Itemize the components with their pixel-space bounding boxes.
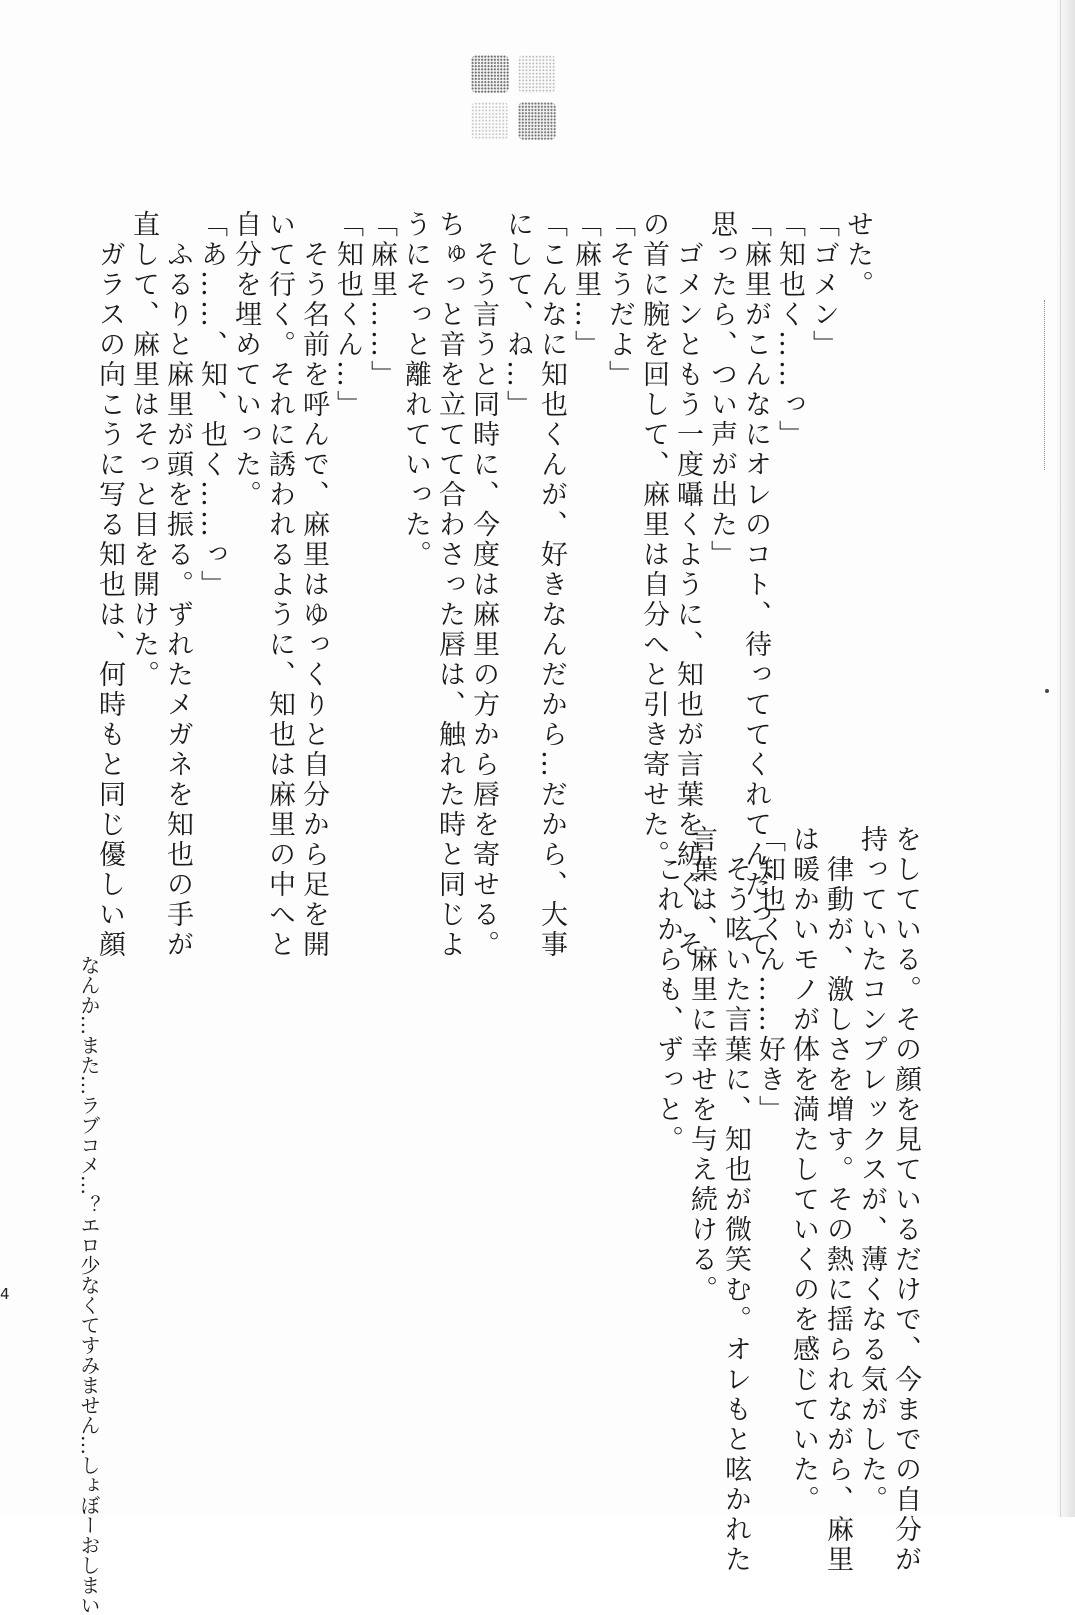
- text-column: うにそっと離れていった。: [400, 210, 431, 570]
- text-column: 自分を埋めていった。: [230, 210, 261, 510]
- text-column: 「麻里……」: [366, 210, 397, 390]
- text-column: 「ゴメン」: [808, 210, 839, 360]
- text-column: ちゅっと音を立てて合わさった唇は、触れた時と同じよ: [434, 210, 465, 960]
- text-column: の首に腕を回して、麻里は自分へと引き寄せた。: [638, 210, 669, 870]
- text-column: いて行く。それに誘われるように、知也は麻里の中へと: [264, 210, 295, 960]
- text-column: にして、ね…」: [502, 210, 533, 420]
- ornament-square-dark: [471, 55, 509, 93]
- four-square-ornament-icon: [471, 55, 557, 141]
- text-column: 「知也くん……好き」: [754, 825, 785, 1125]
- text-column: は暖かいモノが体を満たしていくのを感じていた。: [788, 825, 819, 1515]
- text-column: せた。: [842, 210, 873, 300]
- text-column: 「こんなに知也くんが、好きなんだから…だから、大事: [536, 210, 567, 960]
- text-column: 「そうだよ」: [604, 210, 635, 390]
- text-column: 「麻里がこんなにオレのコト、待っててくれてんだって: [740, 210, 771, 960]
- text-column: そう言うと同時に、今度は麻里の方から唇を寄せる。: [468, 210, 499, 960]
- text-column: 言葉は、麻里に幸せを与え続ける。: [686, 825, 717, 1305]
- binding-edge-shadow: [1053, 0, 1075, 1517]
- text-column: ゴメンともう一度囁くように、知也が言葉を紡ぐ。そ: [672, 210, 703, 960]
- margin-dot: [1045, 689, 1049, 693]
- text-column: をしている。その顔を見ているだけで、今までの自分が: [890, 825, 921, 1575]
- text-column: 持っていたコンプレックスが、薄くなる気がした。: [856, 825, 887, 1515]
- ornament-square-dark: [518, 102, 556, 140]
- dotted-margin-mark: [1044, 300, 1045, 470]
- text-column: 思ったら、つい声が出た」: [706, 210, 737, 570]
- text-column: ガラスの向こうに写る知也は、何時もと同じ優しい顔: [94, 210, 125, 960]
- text-column: そう呟いた言葉に、知也が微笑む。オレもと呟かれた: [720, 825, 751, 1575]
- text-column: 「知也く……っ」: [774, 210, 805, 450]
- page-number: 4: [0, 1285, 10, 1303]
- text-column: 「麻里…」: [570, 210, 601, 360]
- text-column: これからも、ずっと。: [652, 825, 683, 1155]
- text-column: ふるりと麻里が頭を振る。ずれたメガネを知也の手が: [162, 210, 193, 960]
- text-column: 律動が、激しさを増す。その熱に揺られながら、麻里: [822, 825, 853, 1575]
- ornament-square-light: [471, 102, 509, 140]
- page-edge-line: [1060, 0, 1061, 1517]
- text-column: 「あ……、知、也く……っ」: [196, 210, 227, 600]
- text-column: そう名前を呼んで、麻里はゆっくりと自分から足を開: [298, 210, 329, 960]
- author-afterword-note: なんか…また…ラブコメ…？エロ少なくてすみません…しょぼーおしまい: [77, 955, 101, 1615]
- text-column: 直して、麻里はそっと目を開けた。: [128, 210, 159, 690]
- ornament-square-light: [518, 55, 556, 93]
- text-column: 「知也くん…」: [332, 210, 363, 420]
